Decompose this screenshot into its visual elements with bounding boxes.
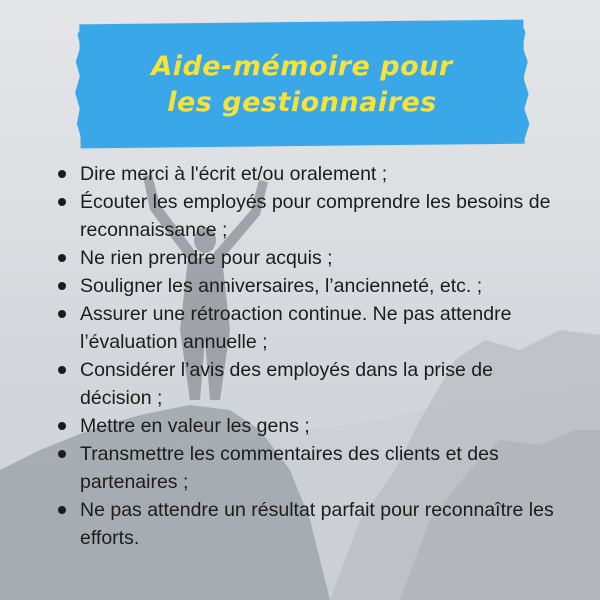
list-item	[52, 300, 562, 356]
list-item-text: Transmettre les commentaires des clients et des partenaires ;	[80, 443, 499, 493]
bullet-icon	[58, 254, 66, 262]
list-item-text: Ne rien prendre pour acquis ;	[80, 247, 333, 269]
bullet-icon	[58, 506, 66, 514]
bullet-icon	[58, 310, 66, 318]
title-line-2: les gestionnaires	[167, 87, 437, 118]
bullet-icon	[58, 282, 66, 290]
tips-list	[52, 160, 562, 552]
list-item	[52, 496, 562, 552]
list-item	[52, 272, 562, 300]
bullet-icon	[58, 450, 66, 458]
bullet-icon	[58, 170, 66, 178]
bullet-icon	[58, 366, 66, 374]
list-item	[52, 440, 562, 496]
list-item-text: Souligner les anniversaires, l’ancienneté, etc. ;	[80, 275, 483, 297]
page-title	[80, 30, 524, 140]
list-item-text: Écouter les employés pour comprendre les besoins de reconnaissance ;	[80, 191, 551, 241]
list-item	[52, 356, 562, 412]
bullet-icon	[58, 422, 66, 430]
list-item-text: Ne pas attendre un résultat parfait pour reconnaître les efforts.	[80, 499, 554, 549]
list-item	[52, 412, 562, 440]
list-item-text: Mettre en valeur les gens ;	[80, 415, 310, 437]
list-item-text: Dire merci à l'écrit et/ou oralement ;	[80, 163, 388, 185]
bullet-icon	[58, 198, 66, 206]
list-item	[52, 188, 562, 244]
list-item	[52, 244, 562, 272]
title-line-1: Aide-mémoire pour	[151, 51, 453, 82]
list-item-text: Considérer l’avis des employés dans la prise de décision ;	[80, 359, 493, 409]
list-item-text: Assurer une rétroaction continue. Ne pas attendre l’évaluation annuelle ;	[80, 303, 512, 353]
list-item	[52, 160, 562, 188]
